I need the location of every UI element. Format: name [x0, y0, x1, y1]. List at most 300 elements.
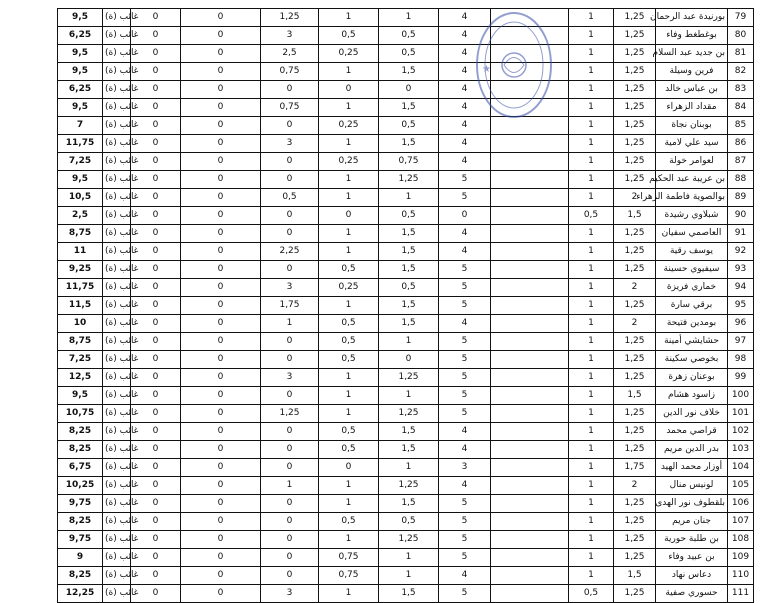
score-cell: 0	[131, 297, 181, 315]
row-number: 99	[728, 369, 754, 387]
student-name: بورنيدة عبد الرحمان	[656, 9, 728, 27]
score-cell: 0,5	[319, 513, 379, 531]
student-name: مقداد الزهراء	[656, 99, 728, 117]
score-cell: 4	[439, 27, 491, 45]
score-cell: 0	[131, 585, 181, 603]
score-cell: 1	[569, 81, 614, 99]
status-cell: غائب (ة)	[103, 549, 131, 567]
table-row	[58, 423, 754, 441]
status-cell: غائب (ة)	[103, 261, 131, 279]
blank-cell	[491, 279, 569, 297]
score-cell: 5	[439, 369, 491, 387]
score-cell: 0,5	[569, 207, 614, 225]
table-row	[58, 171, 754, 189]
score-cell: 1,5	[379, 99, 439, 117]
score-cell: 0	[131, 459, 181, 477]
score-cell: 0,5	[379, 279, 439, 297]
score-cell: 0	[181, 225, 261, 243]
score-cell: 0	[181, 81, 261, 99]
score-cell: 5	[439, 297, 491, 315]
score-cell: 0	[131, 261, 181, 279]
row-number: 85	[728, 117, 754, 135]
score-cell: 0	[181, 549, 261, 567]
grades-sheet	[57, 8, 753, 603]
total-cell: 6,25	[58, 81, 103, 99]
score-cell: 5	[439, 351, 491, 369]
student-name: بومدين فتيحة	[656, 315, 728, 333]
score-cell: 1	[379, 459, 439, 477]
score-cell: 0	[181, 513, 261, 531]
student-name: برقي سارة	[656, 297, 728, 315]
score-cell: 0,5	[319, 351, 379, 369]
score-cell: 0	[261, 459, 319, 477]
status-cell: غائب (ة)	[103, 441, 131, 459]
score-cell: 0	[131, 423, 181, 441]
score-cell: 0	[181, 459, 261, 477]
score-cell: 0	[131, 531, 181, 549]
score-cell: 0,25	[319, 279, 379, 297]
score-cell: 0	[261, 495, 319, 513]
score-cell: 0,5	[379, 117, 439, 135]
status-cell: غائب (ة)	[103, 171, 131, 189]
score-cell: 1	[569, 243, 614, 261]
score-cell: 0	[181, 369, 261, 387]
row-number: 92	[728, 243, 754, 261]
score-cell: 0,5	[319, 261, 379, 279]
score-cell: 1	[319, 531, 379, 549]
score-cell: 4	[439, 423, 491, 441]
table-row	[58, 351, 754, 369]
score-cell: 1	[569, 549, 614, 567]
row-number: 96	[728, 315, 754, 333]
table-row	[58, 477, 754, 495]
score-cell: 4	[439, 81, 491, 99]
score-cell: 3	[261, 369, 319, 387]
score-cell: 1	[569, 315, 614, 333]
table-row	[58, 135, 754, 153]
row-number: 82	[728, 63, 754, 81]
score-cell: 0	[131, 153, 181, 171]
blank-cell	[491, 99, 569, 117]
row-number: 83	[728, 81, 754, 99]
score-cell: 0,25	[319, 117, 379, 135]
table-row	[58, 63, 754, 81]
score-cell: 1,25	[614, 297, 656, 315]
table-row	[58, 459, 754, 477]
student-name: فرين وسيلة	[656, 63, 728, 81]
blank-cell	[491, 63, 569, 81]
score-cell: 0	[379, 81, 439, 99]
status-cell: غائب (ة)	[103, 567, 131, 585]
score-cell: 0,25	[319, 153, 379, 171]
score-cell: 2	[614, 189, 656, 207]
score-cell: 0,75	[319, 567, 379, 585]
score-cell: 1,5	[379, 495, 439, 513]
score-cell: 1	[379, 387, 439, 405]
score-cell: 0,5	[569, 585, 614, 603]
score-cell: 1,25	[614, 153, 656, 171]
score-cell: 1	[569, 9, 614, 27]
status-cell: غائب (ة)	[103, 405, 131, 423]
score-cell: 1,25	[261, 405, 319, 423]
status-cell: غائب (ة)	[103, 279, 131, 297]
score-cell: 1	[319, 405, 379, 423]
row-number: 108	[728, 531, 754, 549]
score-cell: 0	[181, 243, 261, 261]
score-cell: 1,25	[614, 225, 656, 243]
score-cell: 0	[181, 423, 261, 441]
status-cell: غائب (ة)	[103, 45, 131, 63]
score-cell: 0	[131, 387, 181, 405]
score-cell: 0	[131, 9, 181, 27]
total-cell: 7	[58, 117, 103, 135]
status-cell: غائب (ة)	[103, 135, 131, 153]
score-cell: 0	[261, 441, 319, 459]
table-row	[58, 315, 754, 333]
score-cell: 1	[261, 477, 319, 495]
score-cell: 1,5	[379, 63, 439, 81]
score-cell: 1,25	[614, 549, 656, 567]
student-name: لعوامر خولة	[656, 153, 728, 171]
status-cell: غائب (ة)	[103, 243, 131, 261]
row-number: 90	[728, 207, 754, 225]
score-cell: 0	[181, 585, 261, 603]
total-cell: 8,25	[58, 567, 103, 585]
score-cell: 5	[439, 513, 491, 531]
row-number: 95	[728, 297, 754, 315]
score-cell: 1,5	[379, 261, 439, 279]
row-number: 94	[728, 279, 754, 297]
score-cell: 1	[319, 297, 379, 315]
status-cell: غائب (ة)	[103, 477, 131, 495]
score-cell: 1,25	[261, 9, 319, 27]
score-cell: 4	[439, 45, 491, 63]
table-row	[58, 261, 754, 279]
score-cell: 0	[131, 441, 181, 459]
score-cell: 5	[439, 495, 491, 513]
row-number: 84	[728, 99, 754, 117]
score-cell: 1	[569, 261, 614, 279]
total-cell: 8,25	[58, 513, 103, 531]
score-cell: 1	[319, 63, 379, 81]
student-name: بوغطغط وفاء	[656, 27, 728, 45]
student-name: دعاس نهاد	[656, 567, 728, 585]
score-cell: 0	[181, 351, 261, 369]
score-cell: 1	[569, 441, 614, 459]
table-row	[58, 567, 754, 585]
student-name: بن عبيد وفاء	[656, 549, 728, 567]
table-row	[58, 27, 754, 45]
total-cell: 9,25	[58, 261, 103, 279]
total-cell: 9,5	[58, 63, 103, 81]
student-name: بخوصي سكينة	[656, 351, 728, 369]
score-cell: 0	[181, 315, 261, 333]
score-cell: 0	[181, 387, 261, 405]
score-cell: 4	[439, 243, 491, 261]
score-cell: 0	[131, 477, 181, 495]
score-cell: 0	[319, 81, 379, 99]
score-cell: 1	[569, 99, 614, 117]
score-cell: 0	[181, 27, 261, 45]
score-cell: 0	[131, 27, 181, 45]
score-cell: 1	[319, 495, 379, 513]
blank-cell	[491, 117, 569, 135]
score-cell: 0,75	[379, 153, 439, 171]
score-cell: 1	[319, 99, 379, 117]
score-cell: 0	[131, 63, 181, 81]
score-cell: 3	[261, 135, 319, 153]
total-cell: 9,5	[58, 387, 103, 405]
score-cell: 5	[439, 189, 491, 207]
blank-cell	[491, 531, 569, 549]
row-number: 89	[728, 189, 754, 207]
table-row	[58, 81, 754, 99]
score-cell: 0	[181, 261, 261, 279]
score-cell: 1	[569, 45, 614, 63]
score-cell: 0,5	[379, 45, 439, 63]
score-cell: 1,5	[379, 423, 439, 441]
score-cell: 1	[569, 333, 614, 351]
table-row	[58, 279, 754, 297]
score-cell: 4	[439, 9, 491, 27]
row-number: 107	[728, 513, 754, 531]
total-cell: 9,75	[58, 531, 103, 549]
score-cell: 1,25	[614, 9, 656, 27]
status-cell: غائب (ة)	[103, 585, 131, 603]
score-cell: 0	[181, 171, 261, 189]
score-cell: 3	[439, 459, 491, 477]
score-cell: 1	[319, 189, 379, 207]
student-name: بلقطوف نور الهدى	[656, 495, 728, 513]
score-cell: 0	[261, 333, 319, 351]
score-cell: 1	[569, 351, 614, 369]
total-cell: 2,5	[58, 207, 103, 225]
table-row	[58, 441, 754, 459]
score-cell: 1	[569, 531, 614, 549]
table-row	[58, 45, 754, 63]
row-number: 87	[728, 153, 754, 171]
score-cell: 0	[131, 135, 181, 153]
score-cell: 0	[181, 567, 261, 585]
score-cell: 0	[181, 99, 261, 117]
score-cell: 1	[319, 585, 379, 603]
score-cell: 0	[131, 405, 181, 423]
score-cell: 1,25	[614, 63, 656, 81]
score-cell: 0,75	[261, 63, 319, 81]
student-name: حشايشي أمينة	[656, 333, 728, 351]
score-cell: 0	[131, 225, 181, 243]
score-cell: 0,75	[319, 549, 379, 567]
student-name: بن جديد عبد السلام	[656, 45, 728, 63]
score-cell: 0	[131, 549, 181, 567]
student-name: شبلاوي رشيدة	[656, 207, 728, 225]
score-cell: 1,5	[379, 297, 439, 315]
score-cell: 0	[261, 387, 319, 405]
blank-cell	[491, 315, 569, 333]
row-number: 80	[728, 27, 754, 45]
grades-table	[57, 8, 754, 603]
score-cell: 0	[131, 189, 181, 207]
score-cell: 0	[181, 153, 261, 171]
score-cell: 0,5	[261, 189, 319, 207]
table-row	[58, 531, 754, 549]
status-cell: غائب (ة)	[103, 513, 131, 531]
total-cell: 9,5	[58, 99, 103, 117]
total-cell: 8,75	[58, 225, 103, 243]
score-cell: 5	[439, 405, 491, 423]
score-cell: 1,25	[614, 441, 656, 459]
score-cell: 4	[439, 315, 491, 333]
total-cell: 12,5	[58, 369, 103, 387]
student-name: خلاف نور الدين	[656, 405, 728, 423]
table-row	[58, 189, 754, 207]
score-cell: 1	[379, 189, 439, 207]
score-cell: 1,25	[614, 585, 656, 603]
table-row	[58, 99, 754, 117]
score-cell: 1,25	[379, 171, 439, 189]
score-cell: 1	[319, 369, 379, 387]
total-cell: 9,75	[58, 495, 103, 513]
score-cell: 0	[181, 441, 261, 459]
score-cell: 0	[181, 531, 261, 549]
score-cell: 1	[379, 567, 439, 585]
student-name: سيد علي لامية	[656, 135, 728, 153]
score-cell: 0,5	[319, 27, 379, 45]
score-cell: 4	[439, 477, 491, 495]
student-name: بوبنان نجاة	[656, 117, 728, 135]
score-cell: 5	[439, 549, 491, 567]
score-cell: 0	[439, 207, 491, 225]
score-cell: 0,5	[319, 315, 379, 333]
score-cell: 0	[181, 9, 261, 27]
blank-cell	[491, 405, 569, 423]
score-cell: 1,25	[614, 45, 656, 63]
score-cell: 1,25	[614, 261, 656, 279]
blank-cell	[491, 423, 569, 441]
score-cell: 0	[181, 477, 261, 495]
score-cell: 0	[181, 63, 261, 81]
score-cell: 1,25	[379, 405, 439, 423]
score-cell: 0,5	[319, 423, 379, 441]
status-cell: غائب (ة)	[103, 459, 131, 477]
score-cell: 5	[439, 531, 491, 549]
score-cell: 0	[131, 279, 181, 297]
table-row	[58, 207, 754, 225]
score-cell: 1,5	[379, 135, 439, 153]
row-number: 93	[728, 261, 754, 279]
row-number: 109	[728, 549, 754, 567]
score-cell: 0	[181, 405, 261, 423]
total-cell: 8,25	[58, 423, 103, 441]
score-cell: 5	[439, 261, 491, 279]
score-cell: 0	[131, 243, 181, 261]
total-cell: 9,5	[58, 171, 103, 189]
score-cell: 2,5	[261, 45, 319, 63]
row-number: 106	[728, 495, 754, 513]
blank-cell	[491, 441, 569, 459]
student-name: بن طلبة حورية	[656, 531, 728, 549]
score-cell: 4	[439, 567, 491, 585]
table-row	[58, 585, 754, 603]
score-cell: 2	[614, 279, 656, 297]
blank-cell	[491, 567, 569, 585]
table-row	[58, 153, 754, 171]
score-cell: 3	[261, 27, 319, 45]
score-cell: 1,25	[614, 99, 656, 117]
status-cell: غائب (ة)	[103, 9, 131, 27]
score-cell: 5	[439, 171, 491, 189]
score-cell: 0	[261, 117, 319, 135]
total-cell: 8,75	[58, 333, 103, 351]
student-name: بوعنان زهرة	[656, 369, 728, 387]
score-cell: 1	[319, 9, 379, 27]
score-cell: 0	[131, 351, 181, 369]
status-cell: غائب (ة)	[103, 207, 131, 225]
blank-cell	[491, 387, 569, 405]
grades-table-body	[58, 9, 754, 603]
score-cell: 0	[261, 81, 319, 99]
score-cell: 0	[131, 513, 181, 531]
score-cell: 0	[319, 459, 379, 477]
blank-cell	[491, 585, 569, 603]
score-cell: 0	[181, 117, 261, 135]
score-cell: 2,25	[261, 243, 319, 261]
student-name: حسوري صفية	[656, 585, 728, 603]
score-cell: 1	[569, 225, 614, 243]
score-cell: 3	[261, 279, 319, 297]
score-cell: 1	[569, 135, 614, 153]
score-cell: 0	[261, 225, 319, 243]
blank-cell	[491, 135, 569, 153]
row-number: 103	[728, 441, 754, 459]
total-cell: 9,5	[58, 9, 103, 27]
row-number: 97	[728, 333, 754, 351]
blank-cell	[491, 189, 569, 207]
score-cell: 0	[181, 189, 261, 207]
score-cell: 0,5	[379, 513, 439, 531]
score-cell: 1,25	[379, 531, 439, 549]
score-cell: 4	[439, 153, 491, 171]
table-row	[58, 495, 754, 513]
blank-cell	[491, 225, 569, 243]
student-name: أوزار محمد الهيد	[656, 459, 728, 477]
score-cell: 1	[569, 567, 614, 585]
score-cell: 1,25	[614, 513, 656, 531]
score-cell: 0	[261, 171, 319, 189]
score-cell: 0	[261, 567, 319, 585]
table-row	[58, 297, 754, 315]
score-cell: 0	[131, 81, 181, 99]
row-number: 101	[728, 405, 754, 423]
row-number: 110	[728, 567, 754, 585]
total-cell: 7,25	[58, 153, 103, 171]
score-cell: 4	[439, 135, 491, 153]
blank-cell	[491, 477, 569, 495]
score-cell: 0	[261, 423, 319, 441]
table-row	[58, 9, 754, 27]
score-cell: 1	[319, 387, 379, 405]
score-cell: 0	[181, 495, 261, 513]
score-cell: 1,25	[614, 171, 656, 189]
blank-cell	[491, 459, 569, 477]
row-number: 100	[728, 387, 754, 405]
score-cell: 1,5	[379, 243, 439, 261]
status-cell: غائب (ة)	[103, 99, 131, 117]
score-cell: 0	[181, 297, 261, 315]
blank-cell	[491, 549, 569, 567]
score-cell: 0,5	[379, 27, 439, 45]
score-cell: 1,25	[614, 117, 656, 135]
